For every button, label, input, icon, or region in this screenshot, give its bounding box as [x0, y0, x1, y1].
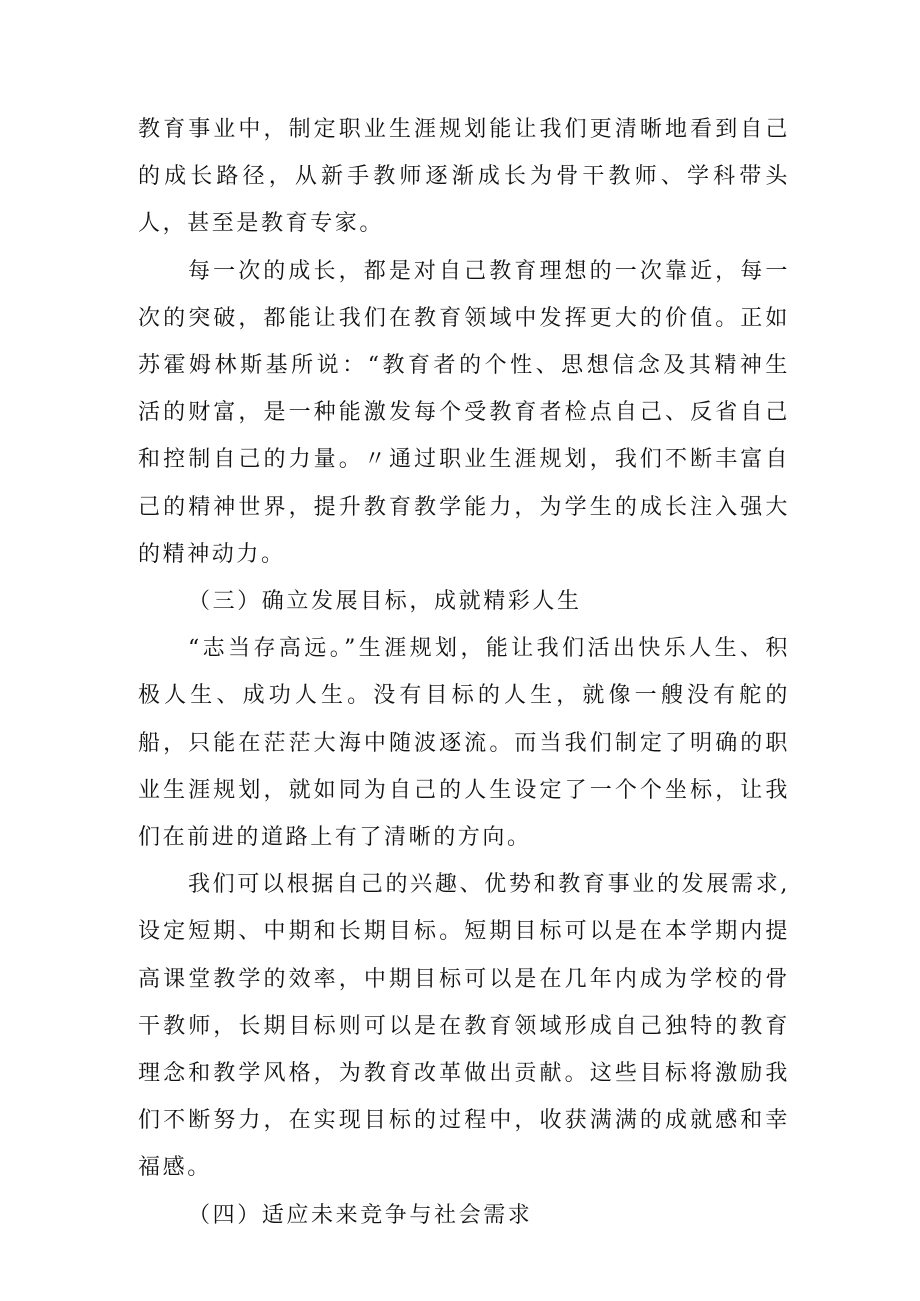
paragraph-lofty-aspiration: “志当存高远。”生涯规划，能让我们活出快乐人生、积极人生、成功人生。没有目标的人生，就像一艘没有舵的船，只能在茫茫大海中随波逐流。而当我们制定了明确的职业生涯规划，就如同为自己的人生设定了一个个坐标，让我们在前进的道路上有了清晰的方向。 [138, 636, 790, 851]
section-heading-4: （四）适应未来竞争与社会需求 [188, 1202, 533, 1228]
section-heading-3: （三）确立发展目标，成就精彩人生 [188, 589, 582, 615]
paragraph-each-growth: 每一次的成长，都是对自己教育理想的一次靠近，每一次的突破，都能让我们在教育领域中发挥更大的价值。正如苏霍姆林斯基所说：“教育者的个性、思想信念及其精神生活的财富，是一种能激发每个受教育者检点自己、反省自己和控制自己的力量。〃通过职业生涯规划，我们不断丰富自己的精神世界，提升教育教学能力，为学生的成长注入强大的精神动力。 [138, 258, 790, 567]
document-body [138, 106, 790, 1239]
paragraph-growth-path: 教育事业中，制定职业生涯规划能让我们更清晰地看到自己的成长路径，从新手教师逐渐成长为骨干教师、学科带头人，甚至是教育专家。 [138, 117, 790, 237]
paragraph-set-goals: 我们可以根据自己的兴趣、优势和教育事业的发展需求,设定短期、中期和长期目标。短期目标可以是在本学期内提高课堂教学的效率，中期目标可以是在几年内成为学校的骨干教师，长期目标则可以是在教育领域形成自己独特的教育理念和教学风格，为教育改革做出贡献。这些目标将激励我们不断努力，在实现目标的过程中，收获满满的成就感和幸福感。 [138, 872, 790, 1181]
